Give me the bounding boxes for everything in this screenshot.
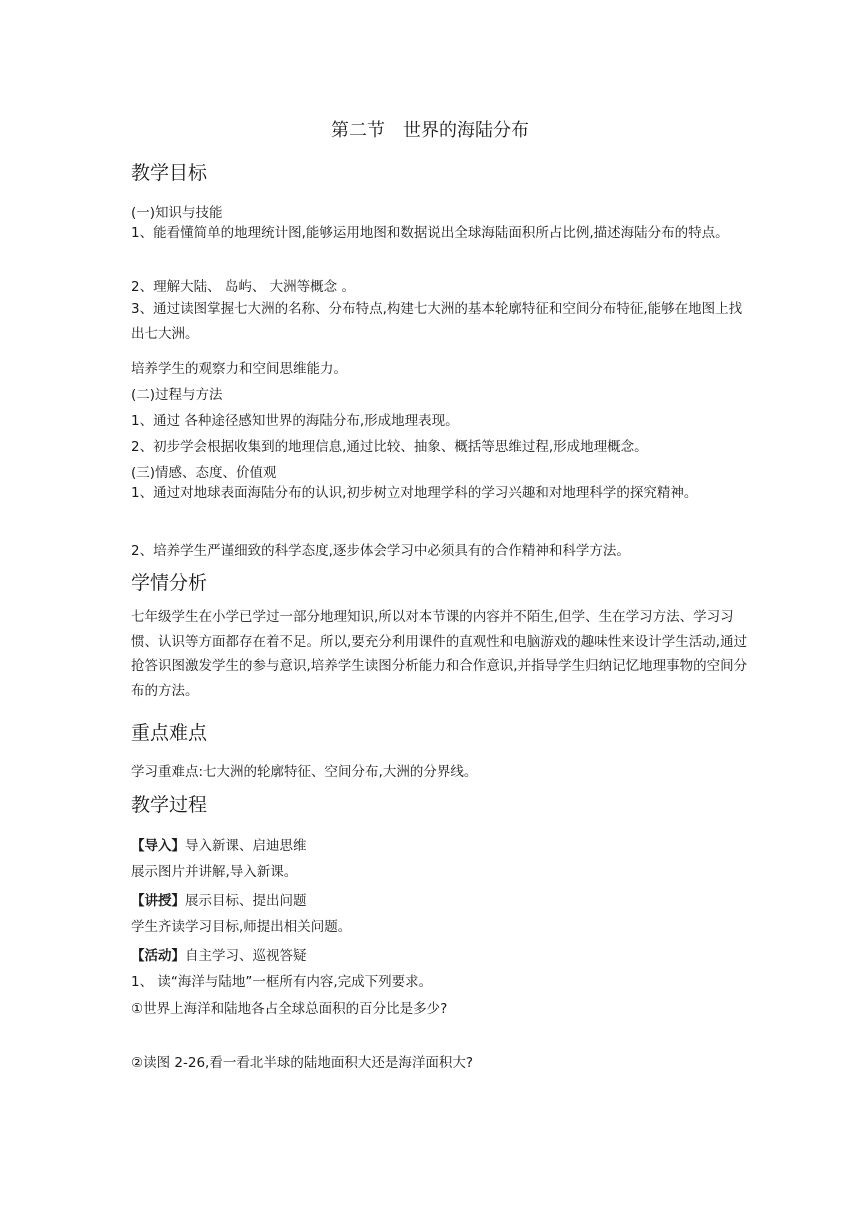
paragraph-knowledge-1: 1、能看懂简单的地理统计图,能够运用地图和数据说出全球海陆面积所占比例,描述海陆分布的特点。 [131,225,729,241]
activity-question-intro: 1、 读“海洋与陆地”一框所有内容,完成下列要求。 [131,974,433,990]
paragraph-method-2: 2、初步学会根据收集到的地理信息,通过比较、抽象、概括等思维过程,形成地理概念。 [131,439,648,455]
paragraph-method-1: 1、通过 各种途径感知世界的海陆分布,形成地理表现。 [131,413,459,429]
paragraph-emotion-2: 2、培养学生严谨细致的科学态度,逐步体会学习中必须具有的合作精神和科学方法。 [131,543,630,559]
heading-teaching-goals: 教学目标 [131,162,208,184]
paragraph-knowledge-4: 培养学生的观察力和空间思维能力。 [131,361,347,377]
paragraph-key-points: 学习重难点:七大洲的轮廓特征、空间分布,大洲的分界线。 [131,764,478,780]
step-lecture [131,889,307,909]
step-lecture-title: 展示目标、提出问题 [185,893,307,909]
step-activity-title: 自主学习、巡视答疑 [185,948,307,964]
heading-student-analysis: 学情分析 [131,572,208,594]
step-lecture-text: 学生齐读学习目标,师提出相关问题。 [131,919,352,935]
page-title: 第二节 世界的海陆分布 [331,120,529,141]
step-lecture-tag: 【讲授】 [131,893,185,909]
paragraph-emotion-1: 1、通过对地球表面海陆分布的认识,初步树立对地理学科的学习兴趣和对地理科学的探究精神。 [131,485,698,501]
step-intro-title: 导入新课、启迪思维 [185,838,307,854]
paragraph-knowledge-3: 3、通过读图掌握七大洲的名称、分布特点,构建七大洲的基本轮廓特征和空间分布特征,能够在地图上找出七大洲。 [131,301,743,342]
subheading-knowledge: (一)知识与技能 [131,205,223,221]
paragraph-knowledge-2: 2、理解大陆、 岛屿、 大洲等概念 。 [131,279,355,295]
step-intro-text: 展示图片并讲解,导入新课。 [131,864,298,880]
subheading-process-method: (二)过程与方法 [131,387,223,403]
step-activity-tag: 【活动】 [131,948,185,964]
step-intro-tag: 【导入】 [131,838,185,854]
heading-teaching-process: 教学过程 [131,794,208,816]
paragraph-student-analysis: 七年级学生在小学已学过一部分地理知识,所以对本节课的内容并不陌生,但学、生在学习方法、学习习惯、认识等方面都存在着不足。所以,要充分利用课件的直观性和电脑游戏的趣味性来设计学生活动,通过抢答识图激发学生的参与意识,培养学生读图分析能力和合作意识,并指导学生归纳记忆地理事物的空间分布的方法。 [131,609,748,699]
step-intro [131,834,307,854]
activity-question-1: ①世界上海洋和陆地各占全球总面积的百分比是多少? [131,1001,448,1017]
step-activity [131,944,307,964]
heading-key-points: 重点难点 [131,722,208,744]
activity-question-2: ②读图 2-26,看一看北半球的陆地面积大还是海洋面积大? [131,1055,473,1071]
subheading-emotion: (三)情感、态度、价值观 [131,465,277,481]
